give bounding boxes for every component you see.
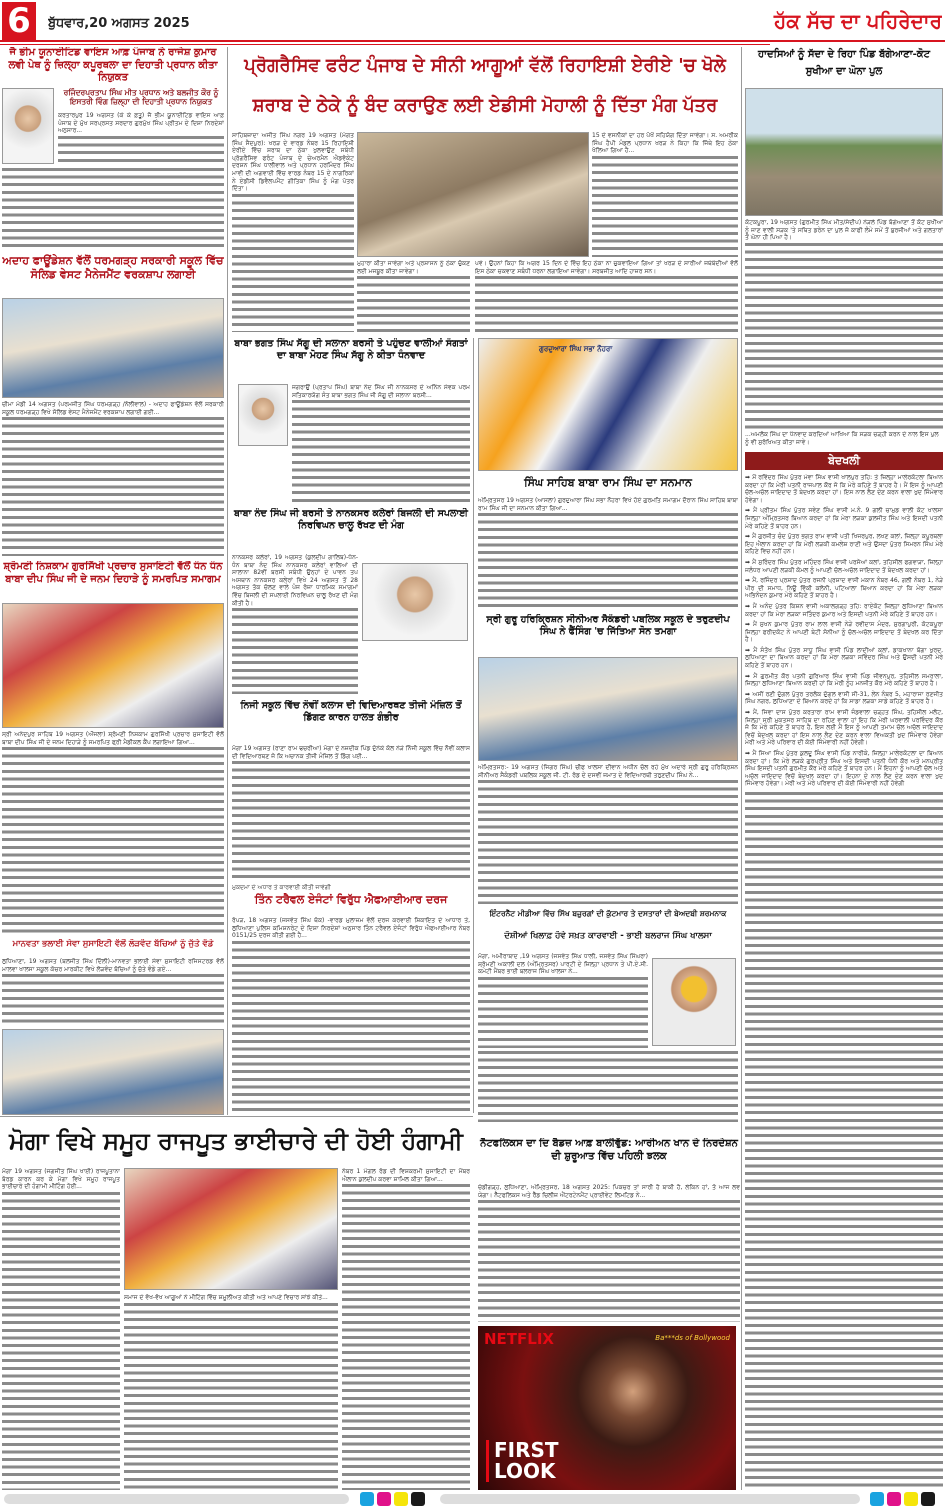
notice-item: ➡ ਮੈਂ ਪ੍ਰੀਤਮ ਸਿੰਘ ਪੁੱਤਰ ਸਵੇਣ ਸਿੰਘ ਵਾਸੀ ਮ.ਨੰ. 9 ਗਲੀ ਚਾਮੁਡ ਵਾਲੀ ਕੋਟ ਖਾਲਸਾ ਜ਼ਿਲ੍ਹਾ ਅੰਮ੍ਰਿਤਸਰ ਬਿਆਨ ਕਰਦਾ ਹਾਂ ਕਿ ਮੇਰਾ ਲੜਕਾ ਕੁਲਜੀਤ ਸਿੰਘ ਅਤੇ ਇਸਦੀ ਪਤਨੀ ਮੇਰੇ ਕਹਿਣੇ ਤੋਂ ਬਾਹਰ ਹਨ। (745, 507, 943, 530)
column-divider (741, 47, 742, 1490)
registration-mark (394, 1492, 408, 1506)
body-text: ਲੁਧਿਆਣਾ, 19 ਅਗਸਤ (ਬਲਜੀਤ ਸਿੰਘ ਦਿੱਲੀ)-ਮਾਨਵਤਾ ਭਲਾਈ ਸੇਵਾ ਸੁਸਾਇਟੀ ਰਜਿਸਟਰਡ ਵੱਲੋਂ ਮਾਲਵਾ ਖਾਲਸਾ ਸਕੂਲ ਕੋਚਰ ਮਾਰਕੀਟ ਵਿਖੇ ਲੋੜਵੰਦ ਬੱਚਿਆਂ ਨੂੰ ਜੁੱਤੇ ਵੰਡੇ ਗਏ... (2, 958, 224, 973)
body-text: ਮੋਗਾ, ਅਮੀਰਾਬਾਦ ,19 ਅਗਸਤ (ਜਸਵੰਤ ਸਿੰਘ ਧਾਲੀ, ਜਸਵੰਤ ਸਿੰਘ ਸਿੰਘਰਾ) ਸ਼੍ਰੋਮਣੀ ਅਕਾਲੀ ਦਲ (ਅੰਮ੍ਰਿਤਸਰ) ਪਾਰਟੀ ਦੇ ਜ਼ਿਲ੍ਹਾ ਪ੍ਰਧਾਨ ਤੇ ਪੀ.ਏ.ਸੀ. ਕਮੇਟੀ ਮੈਂਬਰ ਭਾਈ ਬਲਰਾਜ ਸਿੰਘ ਖਾਲਸਾ ਨੇ... (478, 953, 648, 976)
netflix-first-look-ad (478, 1326, 736, 1490)
body-netflix (478, 1184, 740, 1322)
notice-item: ➡ ਮੈਂ ਸੁਰਿੰਦਰ ਸਿੰਘ ਪੁੱਤਰ ਮਹਿੰਦਰ ਸਿੰਘ ਵਾਸੀ ਪਰਸੋਆਂ ਕਲਾਂ, ਤਹਿਸੀਲ ਫਗਵਾੜਾ, ਜ਼ਿਲ੍ਹਾ ਜਲੰਧਰ ਆਪਣੀ ਲੜਕੀ ਕੋਮਲ ਨੂੰ ਆਪਣੀ ਚੱਲ-ਅਚੱਲ ਜਾਇਦਾਦ ਤੋਂ ਬੇਦਖਲ ਕਰਦਾ ਹਾਂ। (745, 558, 943, 574)
headline-manavta: ਮਾਨਵਤਾ ਭਲਾਈ ਸੇਵਾ ਸੁਸਾਇਟੀ ਵੱਲੋਂ ਲੋੜਵੰਦ ਬੱਚਿਆਂ ਨੂੰ ਜੁੱਤੇ ਵੰਡੇ (12, 939, 214, 949)
body-text: ਨੰਬਰ 1 ਮੰਗਲ ਰੋਡ ਦੀ ਵਿਸ਼ਕਰਮੀ ਸੁਸਾਇਟੀ ਦਾ ਮੈਂਬਰ ਐਲਾਨ ਕੁਲਦੀਪ ਕਰਵਾ ਸ਼ਾਮਿਲ ਕੀਤਾ ਗਿਆ... (342, 1168, 470, 1183)
headline-bhim: ਜੈ ਭੀਮ ਯੂਨਾਈਟਿਡ ਵਾਇਸ ਆਫ਼ ਪੰਜਾਬ ਨੇ ਰਾਜੇਸ਼ ਕੁਮਾਰ ਲਵੀ ਪੇਥ ਨੂੰ ਜ਼ਿਲ੍ਹਾ ਕਪੂਰਥਲਾ ਦਾ ਦਿਹਾਤੀ ਪ੍ਰਧਾਨ ਕੀਤਾ ਨਿਯੁਕਤ (8, 47, 218, 83)
masthead-rule (0, 40, 945, 42)
notices-list (745, 474, 943, 1490)
body-text: ਅੰਮ੍ਰਿਤਸਰ:- 19 ਅਗਸਤ (ਜਿਗਰ ਸਿੰਘ) ਚੀਫ ਖਾਲਸਾ ਦੀਵਾਨ ਅਧੀਨ ਚੱਲ ਰਹੇ ਮੁੱਖ ਅਦਾਰੇ ਸ੍ਰੀ ਗੁਰੂ ਹਰਿਕ੍ਰਿਸ਼ਨ ਸੀਨੀਅਰ ਸੈਕੰਡਰੀ ਪਬਲਿਕ ਸਕੂਲ ਜੀ. ਟੀ. ਰੋਡ ਦੇ ਦਸਵੀਂ ਜਮਾਤ ਦੇ ਵਿਦਿਆਰਥੀ ਤਰੁਣਦੀਪ ਸਿੰਘ ਨੇ... (478, 764, 738, 779)
headline-main: ਪ੍ਰੋਗਰੈਸਿਵ ਫਰੰਟ ਪੰਜਾਬ ਦੇ ਸੀਨੀ ਆਗੂਆਂ ਵੱਲੋਂ ਰਿਹਾਇਸ਼ੀ ਏਰੀਏ 'ਚ ਖੋਲੇ ਸ਼ਰਾਬ ਦੇ ਠੇਕੇ ਨੂੰ ਬੰਦ ਕਰਾਉਣ ਲਈ ਏਡੀਸੀ ਮੋਹਾਲੀ ਨੂੰ ਦਿੱਤਾ ਮੰਗ ਪੱਤਰ (244, 55, 726, 116)
body-text: ਨਾਨਕਸਰ ਕਲੇਰਾਂ, 19 ਅਗਸਤ (ਕੁਲਦੀਪ ਗਾਲਿਬ)-ਧੰਨ-ਧੰਨ ਬਾਬਾ ਨੰਦ ਸਿੰਘ ਨਾਨਕਸਰ ਕਲੇਰਾਂ ਵਾਲਿਆਂ ਦੀ ਸਾਲਾਨਾ 82ਵੀਂ ਬਰਸੀ ਸਬੰਧੀ ਉਨ੍ਹਾਂ ਦੇ ਪਾਵਨ ਤਪ ਅਸਥਾਨ ਨਾਨਕਸਰ ਕਲੇਰਾਂ ਵਿਖੇ 24 ਅਗਸਤ ਤੋਂ 28 ਅਗਸਤ ਤੱਕ ਚੱਲਣ ਵਾਲੇ ਪੰਜ ਰੋਜ਼ਾ ਧਾਰਮਿਕ ਸਮਾਗਮਾਂ ਵਿੱਚ ਬਿਜਲੀ ਦੀ ਸਪਲਾਈ ਨਿਰਵਿਘਨ ਚਾਲੂ ਰੱਖਣ ਦੀ ਮੰਗ ਕੀਤੀ ਹੈ। (232, 554, 358, 607)
body-fencing (478, 764, 738, 904)
body-manavta (2, 958, 224, 1026)
registration-mark (870, 1492, 884, 1506)
headline-adah: ਅਦਾਹ ਫਾਊਂਡੇਸ਼ਨ ਵੱਲੋਂ ਧਰਮਗੜ੍ਹ ਸਰਕਾਰੀ ਸਕੂਲ ਵਿੱਚ ਸੋਲਿਡ ਵੇਸਟ ਮੈਨੇਜਮੈਂਟ ਵਰਕਸ਼ਾਪ ਲਗਾਈ (2, 254, 224, 281)
notice-item: ➡ ਮੈਂ, ਜਿਵਾ ਦਾਸ ਪੁੱਤਰ ਕਰਤਾਰਾ ਰਾਮ ਵਾਸੀ ਜੰਡਵਾਲਾ ਚੜ੍ਹਤ ਸਿੰਘ, ਤਹਿਸੀਲ ਮਲੋਟ, ਜ਼ਿਲ੍ਹਾ ਸ੍ਰੀ ਮੁਕਤਸਰ ਸਾਹਿਬ ਦਾ ਰਹਿਣ ਵਾਲਾ ਹਾਂ ਇਹ ਕਿ ਮੇਰੀ ਘਰਵਾਲੀ ਪਰਵਿੰਦਰ ਕੌਰ ਜੋ ਕਿ ਮੇਰੇ ਕਹਿਣੇ ਤੋਂ ਬਾਹਰ ਹੈ, ਇਸ ਲਈ ਮੈਂ ਇਸ ਨੂੰ ਆਪਣੀ ਤਮਾਮ ਚੱਲ ਅਚੱਲ ਜਾਇਦਾਦ ਵਿਚੋਂ ਬੇਦਖਲ ਕਰਦਾ ਹਾਂ ਇਸ ਨਾਲ ਲੈਣ ਦੇਣ ਕਰਨ ਵਾਲਾ ਵਿਅਕਤੀ ਖੁਦ ਜਿੰਮੇਵਾਰ ਹੋਵੇਗਾ ਮੇਰੀ ਅਤੇ ਮੇਰੇ ਪਰਿਵਾਰ ਦੀ ਕੋਈ ਜਿੰਮੇਵਾਰੀ ਨਹੀਂ ਹੋਵੇਗੀ। (745, 709, 943, 747)
body-text: ਮੋਗਾ 19 ਅਗਸਤ (ਰਾਣਾ ਰਾਮ ਢਚਰੀਆ) ਮੋਗਾ ਦੇ ਨਜ਼ਦੀਕ ਪਿੰਡ ਦੁੱਨੇਕੇ ਕੋਲ ਨੇੜੇ ਨਿੱਜੀ ਸਕੂਲ ਵਿੱਚ ਨੌਵੀਂ ਕਲਾਸ ਦੀ ਵਿਦਿਆਰਥਣ ਜੋ ਕਿ ਅਚਾਨਕ ਤੀਜੀ ਮੰਜ਼ਿਲ ਤੋਂ ਡਿੱਗ ਪਈ... (232, 745, 470, 760)
registration-marks-right (870, 1492, 942, 1506)
page-number-box (2, 2, 36, 40)
body-travel (232, 917, 470, 1112)
notice-item: ➡ ਅਸੀਂ ਰਣੀ ਦੁੱਗਲ ਪੁੱਤਰ ਤਰਲੋਕ ਦੁੱਗਲ ਵਾਸੀ ਸੀ-31, ਲੇਨ ਨੰਬਰ 5, ਮਹਾਰਾਜਾ ਰਣਜੀਤ ਸਿੰਘ ਨਗਰ, ਲੁਧਿਆਣਾ ਦੇ ਬਿਆਨ ਕਰਦੇ ਹਾਂ ਕਿ ਸਾਡਾ ਲੜਕਾ ਸਾਡੇ ਕਹਿਣੇ ਤੋਂ ਬਾਹਰ ਹੈ। (745, 690, 943, 706)
body-text: ਕਰਤਾਰਪੁਰ 19 ਅਗਸਤ (ਕੇ ਕੇ ਫ਼ਤੂ) ਜੈ ਭੀਮ ਯੂਨਾਈਟਿਡ ਵਾਇਸ ਆਫ਼ ਪੰਜਾਬ ਦੇ ਮੁੱਖ ਸਰਪ੍ਰਸਤ ਸਰਦਾਰ ਗੁਰਮੁੱਖ ਸਿੰਘ ਪ੍ਰੀਤਮ ਦੇ ਦਿਸ਼ਾ ਨਿਰਦੇਸ਼ਾਂ ਅਨੁਸਾਰ... (58, 112, 224, 135)
body-bhim-cont (2, 167, 224, 247)
body-sagu (292, 384, 470, 502)
issue-date: ਬੁੱਧਵਾਰ,20 ਅਗਸਤ 2025 (48, 16, 190, 31)
body-text: 15 ਦੇ ਵਸਨੀਕਾਂ ਦਾ ਹਰ ਪੱਖੋਂ ਸਹਿਯੋਗ ਦਿੱਤਾ ਜਾਵੇਗਾ। ਸ. ਅਮਰੀਕ ਸਿੰਘ ਹੈਪੀ ਮੰਡਲ ਪ੍ਰਧਾਨ ਖਰੜ ਨੇ ਕਿਹਾ ਕਿ ਜਿੱਥੇ ਇਹ ਠੇਕਾ ਖੋਲਿਆ ਗਿਆ ਹੈ... (592, 132, 738, 155)
photo-rajput-meeting (124, 1168, 338, 1290)
photo-baba-mohan-singh (238, 384, 288, 446)
body-text: ਅੰਮ੍ਰਿਤਸਰ 19 ਅਗਸਤ (ਆਸਲਾ) ਗੁਰਦੁਆਰਾ ਸਿੰਘ ਸਭਾ ਨੌਹਰਾ ਵਿਖੇ ਹੋਏ ਗੁਰਮਤਿ ਸਮਾਗਮ ਦੌਰਾਨ ਸਿੰਘ ਸਾਹਿਬ ਬਾਬਾ ਰਾਮ ਸਿੰਘ ਜੀ ਦਾ ਸਨਮਾਨ ਕੀਤਾ ਗਿਆ... (478, 497, 738, 512)
body-main-col2 (357, 260, 470, 332)
newspaper-logo: ਹੱਕ ਸੱਚ ਦਾ ਪਹਿਰੇਦਾਰ (774, 9, 942, 33)
registration-marks-left (360, 1492, 430, 1506)
kicker-travel: ਮੁਕਦਮਾ ਦੇ ਅਧਾਰ ਤੇ ਕਾਰਵਾਈ ਕੀਤੀ ਜਾਵੇਗੀ (232, 884, 331, 891)
headline-bridge: ਹਾਦਸਿਆਂ ਨੂੰ ਸੱਦਾ ਦੇ ਰਿਹਾ ਪਿੰਡ ਬੱਗੇਆਣਾ-ਕੋਟ ਸੁਖੀਆ ਦਾ ਘੋਨਾ ਪੁਲ (758, 49, 930, 77)
headline-nanaksar: ਬਾਬਾ ਨੰਦ ਸਿੰਘ ਜੀ ਬਰਸੀ ਤੇ ਨਾਨਕਸਰ ਕਲੇਰਾਂ ਬਿਜਲੀ ਦੀ ਸਪਲਾਈ ਨਿਰਵਿਘਨ ਚਾਲੂ ਰੱਖਣ ਦੀ ਮੰਗ (234, 508, 468, 531)
body-khalsa (478, 953, 648, 1048)
subhead-bhim: ਰਜਿੰਦਰਪ੍ਰਤਾਪ ਸਿੰਘ ਮੀਤ ਪ੍ਰਧਾਨ ਅਤੇ ਬਲਜੀਤ ਕੌਰ ਨੂੰ ਇਸਤਰੀ ਵਿੰਗ ਜ਼ਿਲ੍ਹਾ ਦੀ ਦਿਹਾਤੀ ਪ੍ਰਧਾਨ ਨਿਯੁਕਤ (63, 88, 219, 107)
photo-memorandum (357, 132, 589, 257)
section-divider (0, 1116, 473, 1117)
notice-item: ➡ ਮੈਂ ਰਵਿੰਦਰ ਸਿੰਘ ਪੁੱਤਰ ਮੇਵਾ ਸਿੰਘ ਵਾਸੀ ਖਾਲਪੁਰ ਤਹਿ: ਤੇ ਜ਼ਿਲ੍ਹਾ ਮਾਲੇਰਕੋਟਲਾ ਬਿਆਨ ਕਰਦਾ ਹਾਂ ਕਿ ਮੇਰੀ ਪਤਨੀ ਰਾਜਪਾਲ ਕੌਰ ਜੋ ਕਿ ਮੇਰੇ ਕਹਿਣੇ ਤੋਂ ਬਾਹਰ ਹੈ। ਮੈਂ ਇਸ ਨੂੰ ਆਪਣੀ ਚੱਲ-ਅਚੱਲ ਜਾਇਦਾਦ ਤੋਂ ਬੇਦਖਲ ਕਰਦਾ ਹਾਂ। ਇਸ ਨਾਲ ਲੈਣ ਦੇਣ ਕਰਨ ਵਾਲਾ ਖੁਦ ਜਿੰਮੇਵਾਰ ਹੋਵੇਗਾ। (745, 474, 943, 504)
body-text: ਰੋਪੜ, 18 ਅਗਸਤ (ਜਸਵੰਤ ਸਿੰਘ ਥੋਕ) -ਵਾਰਡ ਮੁਲਾਜ਼ਮ ਵੱਲੋਂ ਦਰਜ ਕਰਵਾਈ ਸ਼ਿਕਾਇਤ ਦੇ ਆਧਾਰ ਤੇ, ਲੁਧਿਆਣਾ ਪੁਲਿਸ ਕਮਿਸ਼ਨਰੇਟ ਦੇ ਦਿਸ਼ਾ ਨਿਰਦੇਸ਼ਾਂ ਅਨੁਸਾਰ ਤਿੰਨ ਟਰੈਵਲ ਏਜੰਟਾਂ ਵਿਰੁੱਧ ਐਫਆਈਆਰ ਨੰਬਰ 0151/25 ਦਰਜ ਕੀਤੀ ਗਈ ਹੈ... (232, 917, 470, 940)
page-number: 6 (7, 2, 31, 40)
body-main-col3 (592, 132, 738, 257)
notice-item: ➡ ਮੈਂ ਸੰਤੋਖ ਸਿੰਘ ਪੁੱਤਰ ਸਾਧੂ ਸਿੰਘ ਵਾਸੀ ਪਿੰਡ ਲਾਦੀਆਂ ਕਲਾਂ, ਡਾਕਖਾਨਾ ਬੱਗਾ ਖੁਰਦ, ਲੁਧਿਆਣਾ ਦਾ ਬਿਆਨ ਕਰਦਾ ਹਾਂ ਕਿ ਮੇਰਾ ਲੜਕਾ ਸਵਿੰਦਰ ਸਿੰਘ ਅਤੇ ਉਸਦੀ ਪਤਨੀ ਮੇਰੇ ਕਹਿਣੇ ਤੋਂ ਬਾਹਰ ਹਨ। (745, 646, 943, 670)
body-text: ਸਾਹਿਬਜ਼ਾਦਾ ਅਜੀਤ ਸਿੰਘ ਨਗਰ 19 ਅਗਸਤ (ਮੰਗਤ ਸਿੰਘ ਸੈਦਪੁਰ): ਖਰੜ ਦੇ ਵਾਰਡ ਨੰਬਰ 15 ਰਿਹਾਇਸ਼ੀ ਏਰੀਏ ਵਿੱਚ ਸ਼ਰਾਬ ਦਾ ਠੇਕਾ ਖੁਲਵਾਉਣ ਸਬੰਧੀ ਪ੍ਰੋਗਰੈਸਿਵ ਫਰੰਟ ਪੰਜਾਬ ਦੇ ਚੇਅਰਮੈਨ ਐਡਵੋਕੇਟ ਦਰਸ਼ਨ ਸਿੰਘ ਧਾਲੀਵਾਲ ਅਤੇ ਪ੍ਰਧਾਨ ਹਰਮਿੰਦਰ ਸਿੰਘ ਮਾਵੀ ਦੀ ਅਗਵਾਈ ਵਿੱਚ ਵਾਰਡ ਨੰਬਰ 15 ਦੇ ਨਾਗਰਿਕਾਂ ਨੇ ਏਡੀਸੀ ਡਿਵੈਲਪਮੈਂਟ ਗੀਤਿਕਾ ਸਿੰਘ ਨੂੰ ਮੰਗ ਪੱਤਰ ਦਿੱਤਾ। (232, 132, 354, 193)
body-text: ਚੀਮਾ ਮੰਡੀ 14 ਅਗਸਤ (ਪਰਮਜੀਤ ਸਿੰਘ ਧਰਮਗੜ੍ਹ /ਨੋਲੀਵਾਲ) - ਅਦਾਹ ਫਾਊਂਡੇਸ਼ਨ ਵੱਲੋਂ ਸਰਕਾਰੀ ਸਕੂਲ ਧਰਮਗੜ੍ਹ ਵਿਖੇ ਸੋਲਿਡ ਵੇਸਟ ਮੈਨੇਜਮੈਂਟ ਵਰਕਸ਼ਾਪ ਲਗਾਈ ਗਈ... (2, 401, 224, 416)
body-bhim (58, 112, 224, 164)
headline-netflix: ਨੈੱਟਫਲਿਕਸ ਦਾ ਦਿ ਬੈਡਜ਼ ਆਫ਼ ਬਾਲੀਵੁੱਡ: ਆਰੀਅਨ ਖਾਨ ਦੇ ਨਿਰਦੇਸ਼ਨ ਦੀ ਸ਼ੁਰੂਆਤ ਵਿੱਚ ਪਹਿਲੀ ਝਲਕ (480, 1138, 738, 1162)
masthead-rule-thin (0, 44, 770, 45)
photo-fencing-winner (478, 657, 738, 761)
ad-title-look: LOOK (494, 1459, 556, 1483)
notices-banner (745, 452, 943, 470)
body-main-col1 (232, 132, 354, 332)
body-moga-col3 (124, 1294, 338, 1490)
body-khalsa-cont (478, 1050, 738, 1122)
photo-balraj-singh-khalsa (652, 958, 736, 1046)
body-text: ਚੰਡੀਗੜ੍ਹ, ਲੁਧਿਆਣਾ, ਅੰਮ੍ਰਿਤਸਰ, 18 ਅਗਸਤ 2025: ਪਿਕਚਰ ਤਾਂ ਸਾਰੀ ਹੈ ਬਾਕੀ ਹੈ, ਲੇਕਿਨ ਹਾਂ, ਤੋ ਆਜ ਲਵ ਯੇਗਾ। ਨੈੱਟਫਲਿਕਸ ਅਤੇ ਰੈੱਡ ਚਿਲੀਜ਼ ਐਂਟਰਟੇਨਮੈਂਟ ਪ੍ਰਾਈਵੇਟ ਲਿਮਟਿਡ ਨੇ... (478, 1184, 740, 1199)
registration-mark (921, 1492, 935, 1506)
body-moga-col2 (342, 1168, 470, 1490)
netflix-brand: NETFLIX (484, 1330, 554, 1348)
photo-manavta (2, 1029, 224, 1115)
body-text: ਜਗਰਾਉਂ (ਪ੍ਰਤਾਪ ਸਿੰਘ) ਬਾਬਾ ਨੰਦ ਸਿੰਘ ਜੀ ਨਾਨਕਸਰ ਦੇ ਅਨਿੰਨ ਸੇਵਕ ਪਰਮ ਸਤਿਕਾਰਯੋਗ ਸੰਤ ਬਾਬਾ ਭਗਤ ਸਿੰਘ ਜੀ ਸੱਗੂ ਦੀ ਸਲਾਨਾ ਬਰਸੀ... (292, 384, 470, 399)
notice-item: ➡ ਮੈਂ ਗੁਰਮੀਤ ਕੌਰ ਪਤਨੀ ਗੁਰਿਆਰ ਸਿੰਘ ਵਾਸੀ ਪਿੰਡ ਜੀਵਨਪੁਰ, ਤਹਿਸੀਲ ਸਮਰਾਲਾ, ਜ਼ਿਲ੍ਹਾ ਲੁਧਿਆਣਾ ਬਿਆਨ ਕਰਦੀ ਹਾਂ ਕਿ ਮੇਰੀ ਨੂੰਹ ਮਨਜੀਤ ਕੌਰ ਮੇਰੇ ਕਹਿਣੇ ਤੋਂ ਬਾਹਰ ਹੈ। (745, 672, 943, 688)
bridge-closing: ...ਅਮਲੋਕ ਸਿੰਘ ਦਾ ਧੰਨਵਾਦ ਕਰਦਿਆਂ ਆਖਿਆ ਕਿ ਸੜਕ ਚੜ੍ਹੀ ਕਰਨ ਦੇ ਨਾਲ ਇਸ ਪੁਲ ਨੂੰ ਵੀ ਸੁਰੱਖਿਅਤ ਕੀਤਾ ਜਾਵੇ। (745, 431, 939, 446)
ad-show-title: Ba***ds of Bollywood (655, 1334, 730, 1342)
notices-title: ਬੇਦਖਲੀ (828, 454, 860, 467)
notice-item: ➡ ਮੈਂ ਸੁਖਨ ਕੁਮਾਰ ਪੁੱਤਰ ਰਾਮ ਲਾਲ ਵਾਸੀ ਨੇੜੇ ਰਵੀਦਾਸ ਮੰਦਰ, ਸੁਰਗਾਪੁਰੀ, ਕੋਟਕਪੂਰਾ ਜ਼ਿਲ੍ਹਾ ਫਰੀਦਕੋਟ ਨੇ ਆਪਣੀ ਬੇਟੀ ਸੋਨੀਆ ਨੂੰ ਚੱਲ-ਅਚੱਲ ਜਾਇਦਾਦ ਤੋਂ ਬੇਦਖਲ ਕਰ ਦਿੱਤਾ ਹੈ। (745, 621, 943, 644)
notice-item: ➡ ਮੈਂ ਅਨੰਦ ਪੁੱਤਰ ਕਿਸ਼ਨ ਵਾਸੀ ਅਕਾਲਗੜ੍ਹ ਤਹਿ: ਰਾਏਕੋਟ ਜ਼ਿਲ੍ਹਾ ਲੁਧਿਆਣਾ ਬਿਆਨ ਕਰਦਾ ਹਾਂ ਕਿ ਮੇਰਾ ਲੜਕਾ ਜਤਿੰਦਰ ਕੁਮਾਰ ਅਤੇ ਇਸਦੀ ਪਤਨੀ ਮੇਰੇ ਕਹਿਣੇ ਤੋਂ ਬਾਹਰ ਹਨ। (745, 602, 943, 618)
ad-first-look (486, 1440, 559, 1482)
headline-travel: ਤਿੰਨ ਟਰੈਵਲ ਏਜੰਟਾਂ ਵਿਰੁੱਧ ਐਫਆਈਆਰ ਦਰਜ (254, 893, 448, 906)
column-divider (473, 338, 474, 1113)
photo-rajesh-kumar (2, 88, 54, 164)
headline-khalsa-1: ਇੰਟਰਨੈੱਟ ਮੀਡੀਆ ਵਿੱਚ ਸਿੱਖ ਬਜ਼ੁਰਗਾਂ ਦੀ ਕੁੱਟਮਾਰ ਤੇ ਦਸਤਾਰਾਂ ਦੀ ਬੇਅਦਬੀ ਸ਼ਰਮਨਾਕ (489, 909, 727, 918)
notices-body (745, 474, 943, 1490)
body-ramsingh (478, 497, 738, 609)
photo-ram-singh-honour (478, 338, 738, 471)
registration-mark (377, 1492, 391, 1506)
ad-title-first: FIRST (494, 1438, 559, 1462)
headline-ramsingh: ਸਿੰਘ ਸਾਹਿਬ ਬਾਬਾ ਰਾਮ ਸਿੰਘ ਦਾ ਸਨਮਾਨ (524, 476, 692, 489)
headline-sagu: ਬਾਬਾ ਭਗਤ ਸਿੰਘ ਸੱਗੂ ਦੀ ਸਲਾਨਾ ਬਰਸੀ ਤੇ ਪਹੁੰਚਣ ਵਾਲੀਆਂ ਸੰਗਤਾਂ ਦਾ ਬਾਬਾ ਮੋਹਣ ਸਿੰਘ ਸੱਗੂ ਨੇ ਕੀਤਾ ਧੰਨਵਾਦ (234, 338, 468, 361)
headline-moga: ਮੋਗਾ ਵਿਖੇ ਸਮੂਹ ਰਾਜਪੂਤ ਭਾਈਚਾਰੇ ਦੀ ਹੋਈ ਹੰਗਾਮੀ (9, 1127, 463, 1155)
gurdwara-sign: ਗੁਰਦੁਆਰਾ ਸਿੰਘ ਸਭਾ ਨੌਹਰਾ (539, 345, 613, 353)
headline-nishkam: ਸ਼੍ਰੋਮਣੀ ਨਿਸ਼ਕਾਮ ਗੁਰਸਿੱਖੀ ਪ੍ਰਚਾਰ ਸੁਸਾਇਟੀ ਵੱਲੋਂ ਧੰਨ ਧੰਨ ਬਾਬਾ ਦੀਪ ਸਿੰਘ ਜੀ ਦੇ ਜਨਮ ਦਿਹਾੜੇ ਨੂੰ ਸਮਰਪਿਤ ਸਮਾਗਮ (3, 561, 223, 585)
registration-mark (887, 1492, 901, 1506)
photo-nishkam-camp (2, 603, 224, 728)
body-bridge (745, 219, 943, 429)
body-text: ਮੁਹਾਰਾ ਕੀਤਾ ਜਾਵੇਗਾ ਅਤੇ ਪ੍ਰਸ਼ਾਸਨ ਨੂੰ ਠੇਕਾ ਚੁੱਕਣ ਲਈ ਮਜਬੂਰ ਕੀਤਾ ਜਾਵੇਗਾ। (357, 260, 470, 275)
body-text: ਕੋਟਕਪੂਰਾ, 19 ਅਗਸਤ (ਗੁਰਮੀਤ ਸਿੰਘ ਮੀਤ/ਸੰਦੀਪ) ਨੇੜਲੇ ਪਿੰਡ ਬੱਗੇਆਣਾ ਤੋਂ ਕੋਟ ਸੁਖੀਆ ਨੂੰ ਜਾਣ ਵਾਲੀ ਸੜਕ 'ਤੇ ਸਥਿਤ ਡਰੇਨ ਦਾ ਪੁਲ ਜੋ ਕਾਫੀ ਲੰਮੇ ਸਮੇਂ ਤੋਂ ਬੁਰਜੀਆਂ ਅਤੇ ਗਲਤਾਰਾਂ ਤੋਂ ਘੋਨਾ ਹੀ ਪਿਆ ਹੈ। (745, 219, 943, 242)
body-school (232, 745, 470, 880)
body-text: ਸ੍ਰੀ ਅਨੰਦਪੁਰ ਸਾਹਿਬ 19 ਅਗਸਤ (ਔਜਲਾ) ਸ਼੍ਰੋਮਣੀ ਨਿਸ਼ਕਾਮ ਗੁਰਸਿੱਖੀ ਪ੍ਰਚਾਰ ਸੁਸਾਇਟੀ ਵੱਲੋਂ ਬਾਬਾ ਦੀਪ ਸਿੰਘ ਜੀ ਦੇ ਜਨਮ ਦਿਹਾੜੇ ਨੂੰ ਸਮਰਪਿਤ ਫ੍ਰੀ ਮੈਡੀਕਲ ਕੈਂਪ ਲਗਾਇਆ ਗਿਆ... (2, 731, 224, 746)
body-main-col4 (475, 260, 738, 332)
notice-item: ➡ ਮੈਂ ਸਿਆ ਸਿੰਘ ਪੁੱਤਰ ਕੁਲਦੂ ਸਿੰਘ ਵਾਸੀ ਪਿੰਡ ਨਾਰੀਕੇ, ਜ਼ਿਲ੍ਹਾ ਮਾਲੇਰਕੋਟਲਾ ਦਾ ਬਿਆਨ ਕਰਦਾ ਹਾਂ। ਕਿ ਮੇਰੇ ਲੜਕੇ ਗੁਰਪ੍ਰੀਤ ਸਿੰਘ ਅਤੇ ਇਸਦੀ ਪਤਨੀ ਧੰਨੀ ਕੌਰ ਅਤੇ ਮਨਪ੍ਰੀਤ ਸਿੰਘ ਇਸਦੀ ਪਤਨੀ ਗੁਰਮੀਤ ਕੌਰ ਮੇਰੇ ਕਹਿਣੇ ਤੋਂ ਬਾਹਰ ਹਨ। ਮੈਂ ਇਹਨਾ ਨੂੰ ਆਪਣੀ ਚੱਲ ਅਤੇ ਅਚੱਲ ਜਾਇਦਾਦ ਵਿਚੋਂ ਬੇਦਖਲ ਕਰਦਾ ਹਾਂ। ਇਹਨਾ ਦੇ ਨਾਲ ਲੈਣ ਦੇਣ ਕਰਨ ਵਾਲਾ ਖੁਦ ਜਿੰਮੇਵਾਰ ਹੋਵੇਗਾ। ਮੇਰੀ ਅਤੇ ਮੇਰੇ ਪਰਿਵਾਰ ਦੀ ਕੋਈ ਜਿੰਮੇਵਾਰੀ ਨਹੀਂ ਹੋਵੇਗੀ (745, 750, 943, 788)
body-text: ਸਮਾਜ ਦੇ ਵੱਖ-ਵੱਖ ਆਗੂਆਂ ਨੇ ਮੀਟਿੰਗ ਵਿੱਚ ਸ਼ਮੂਲੀਅਤ ਕੀਤੀ ਅਤੇ ਆਪਣੇ ਵਿਚਾਰ ਸਾਂਝੇ ਕੀਤੇ... (124, 1294, 328, 1301)
footer-bar-left (4, 1494, 349, 1504)
photo-adah-workshop (2, 298, 224, 398)
photo-bridge (745, 88, 943, 216)
notice-item: ➡ ਮੈਂ, ਰਜਿੰਦਰ ਪ੍ਰਸ਼ਾਦ ਪੁੱਤਰ ਰਜਨੀ ਪ੍ਰਸ਼ਾਦ ਵਾਸੀ ਮਕਾਨ ਨੰਬਰ 46, ਗਲੀ ਨੰਬਰ 1, ਨੇੜੇ ਪੀਰ ਦੀ ਸਮਾਧ, ਨਿਊ ਵਿੱਕੀ ਕਲੋਨੀ, ਪਟਿਆਲਾ ਬਿਆਨ ਕਰਦਾ ਹਾਂ ਕਿ ਮੇਰਾ ਲੜਕਾ ਅਭਿਨੰਦਨ ਕੁਮਾਰ ਮੇਰੇ ਕਹਿਣੇ ਤੋਂ ਬਾਹਰ ਹੈ। (745, 577, 943, 600)
headline-fencing: ਸ੍ਰੀ ਗੁਰੂ ਹਰਿਕ੍ਰਿਸ਼ਨ ਸੀਨੀਅਰ ਸੈਕੰਡਰੀ ਪਬਲਿਕ ਸਕੂਲ ਦੇ ਤਰੁਣਦੀਪ ਸਿੰਘ ਨੇ ਫੈਂਸਿੰਗ 'ਚ ਜਿੱਤਿਆ ਸੋਨ ਤਮਗਾ (486, 614, 730, 637)
registration-mark (360, 1492, 374, 1506)
footer-bar-right (440, 1494, 860, 1504)
body-nishkam (2, 731, 224, 936)
column-divider (227, 47, 228, 1115)
registration-mark (904, 1492, 918, 1506)
photo-sants (362, 563, 468, 641)
body-nanaksar (232, 554, 358, 694)
registration-mark (411, 1492, 425, 1506)
body-text: ਪਵੇ। ਉਹਨਾਂ ਕਿਹਾ ਕਿ ਅਗਰ 15 ਦਿਨ ਦੇ ਵਿੱਚ ਇਹ ਠੇਕਾ ਨਾ ਚੁਕਵਾਇਆ ਗਿਆ ਤਾਂ ਖਰੜ ਦੇ ਸਾਰੀਆਂ ਜਥੇਬੰਦੀਆਂ ਵੱਲੋਂ ਇਸ ਠੇਕਾ ਚਕਵਾਣ ਸਬੰਧੀ ਧਰਨਾ ਲਗਾਇਆ ਜਾਵੇਗਾ। ਸਰਬਜੀਤ ਆਦਿ ਹਾਜ਼ਰ ਸਨ। (475, 260, 738, 275)
body-adah (2, 401, 224, 556)
body-moga-col1 (2, 1168, 120, 1490)
notice-item: ➡ ਮੈਂ ਗੁਰਜੀਤ ਚੰਦ ਪੁੱਤਰ ਭਗਤ ਰਾਮ ਵਾਸੀ ਪਤੀ ਖਿਜਰਪੁਰ, ਲਖਣ ਕਲਾਂ, ਜ਼ਿਲ੍ਹਾ ਕਪੂਰਥਲਾ ਇਹ ਐਲਾਨ ਕਰਦਾ ਹਾਂ ਕਿ ਮੇਰੀ ਲੜਕੀ ਕਮਲੇਸ਼ ਰਾਣੀ ਅਤੇ ਉਸਦਾ ਪੁੱਤਰ ਸਿਮਰਨ ਸਿੰਘ ਮੇਰੇ ਕਹਿਣੇ ਵਿਚ ਨਹੀਂ ਹਨ। (745, 533, 943, 556)
body-text: ਮੋਗਾ 19 ਅਗਸਤ (ਜਗਜੀਤ ਸਿੰਘ ਖਾਈ) ਰਾਜਪੂਤਾਨਾ ਬੋਰਡ ਕਾਰਨ ਕਰ ਕੇ ਮੋਗਾ ਵਿਖੇ ਸਮੂਹ ਰਾਜਪੂਤ ਭਾਈਚਾਰੇ ਦੀ ਹੰਗਾਮੀ ਮੀਟਿੰਗ ਹੋਈ... (2, 1168, 120, 1191)
headline-school: ਨਿਜੀ ਸਕੂਲ ਵਿੱਚ ਨੌਵੀਂ ਕਲਾਸ ਦੀ ਵਿਦਿਆਰਥਣ ਤੀਜੀ ਮੰਜ਼ਿਲ ਤੋਂ ਡਿੱਗਣ ਕਾਰਨ ਹਾਲਤ ਗੰਭੀਰ (240, 700, 462, 723)
headline-khalsa-2: ਦੋਸ਼ੀਆਂ ਖਿਲਾਫ਼ ਹੋਵੇ ਸਖ਼ਤ ਕਾਰਵਾਈ - ਭਾਈ ਬਲਰਾਜ ਸਿੰਘ ਖਾਲਸਾ (504, 931, 712, 941)
